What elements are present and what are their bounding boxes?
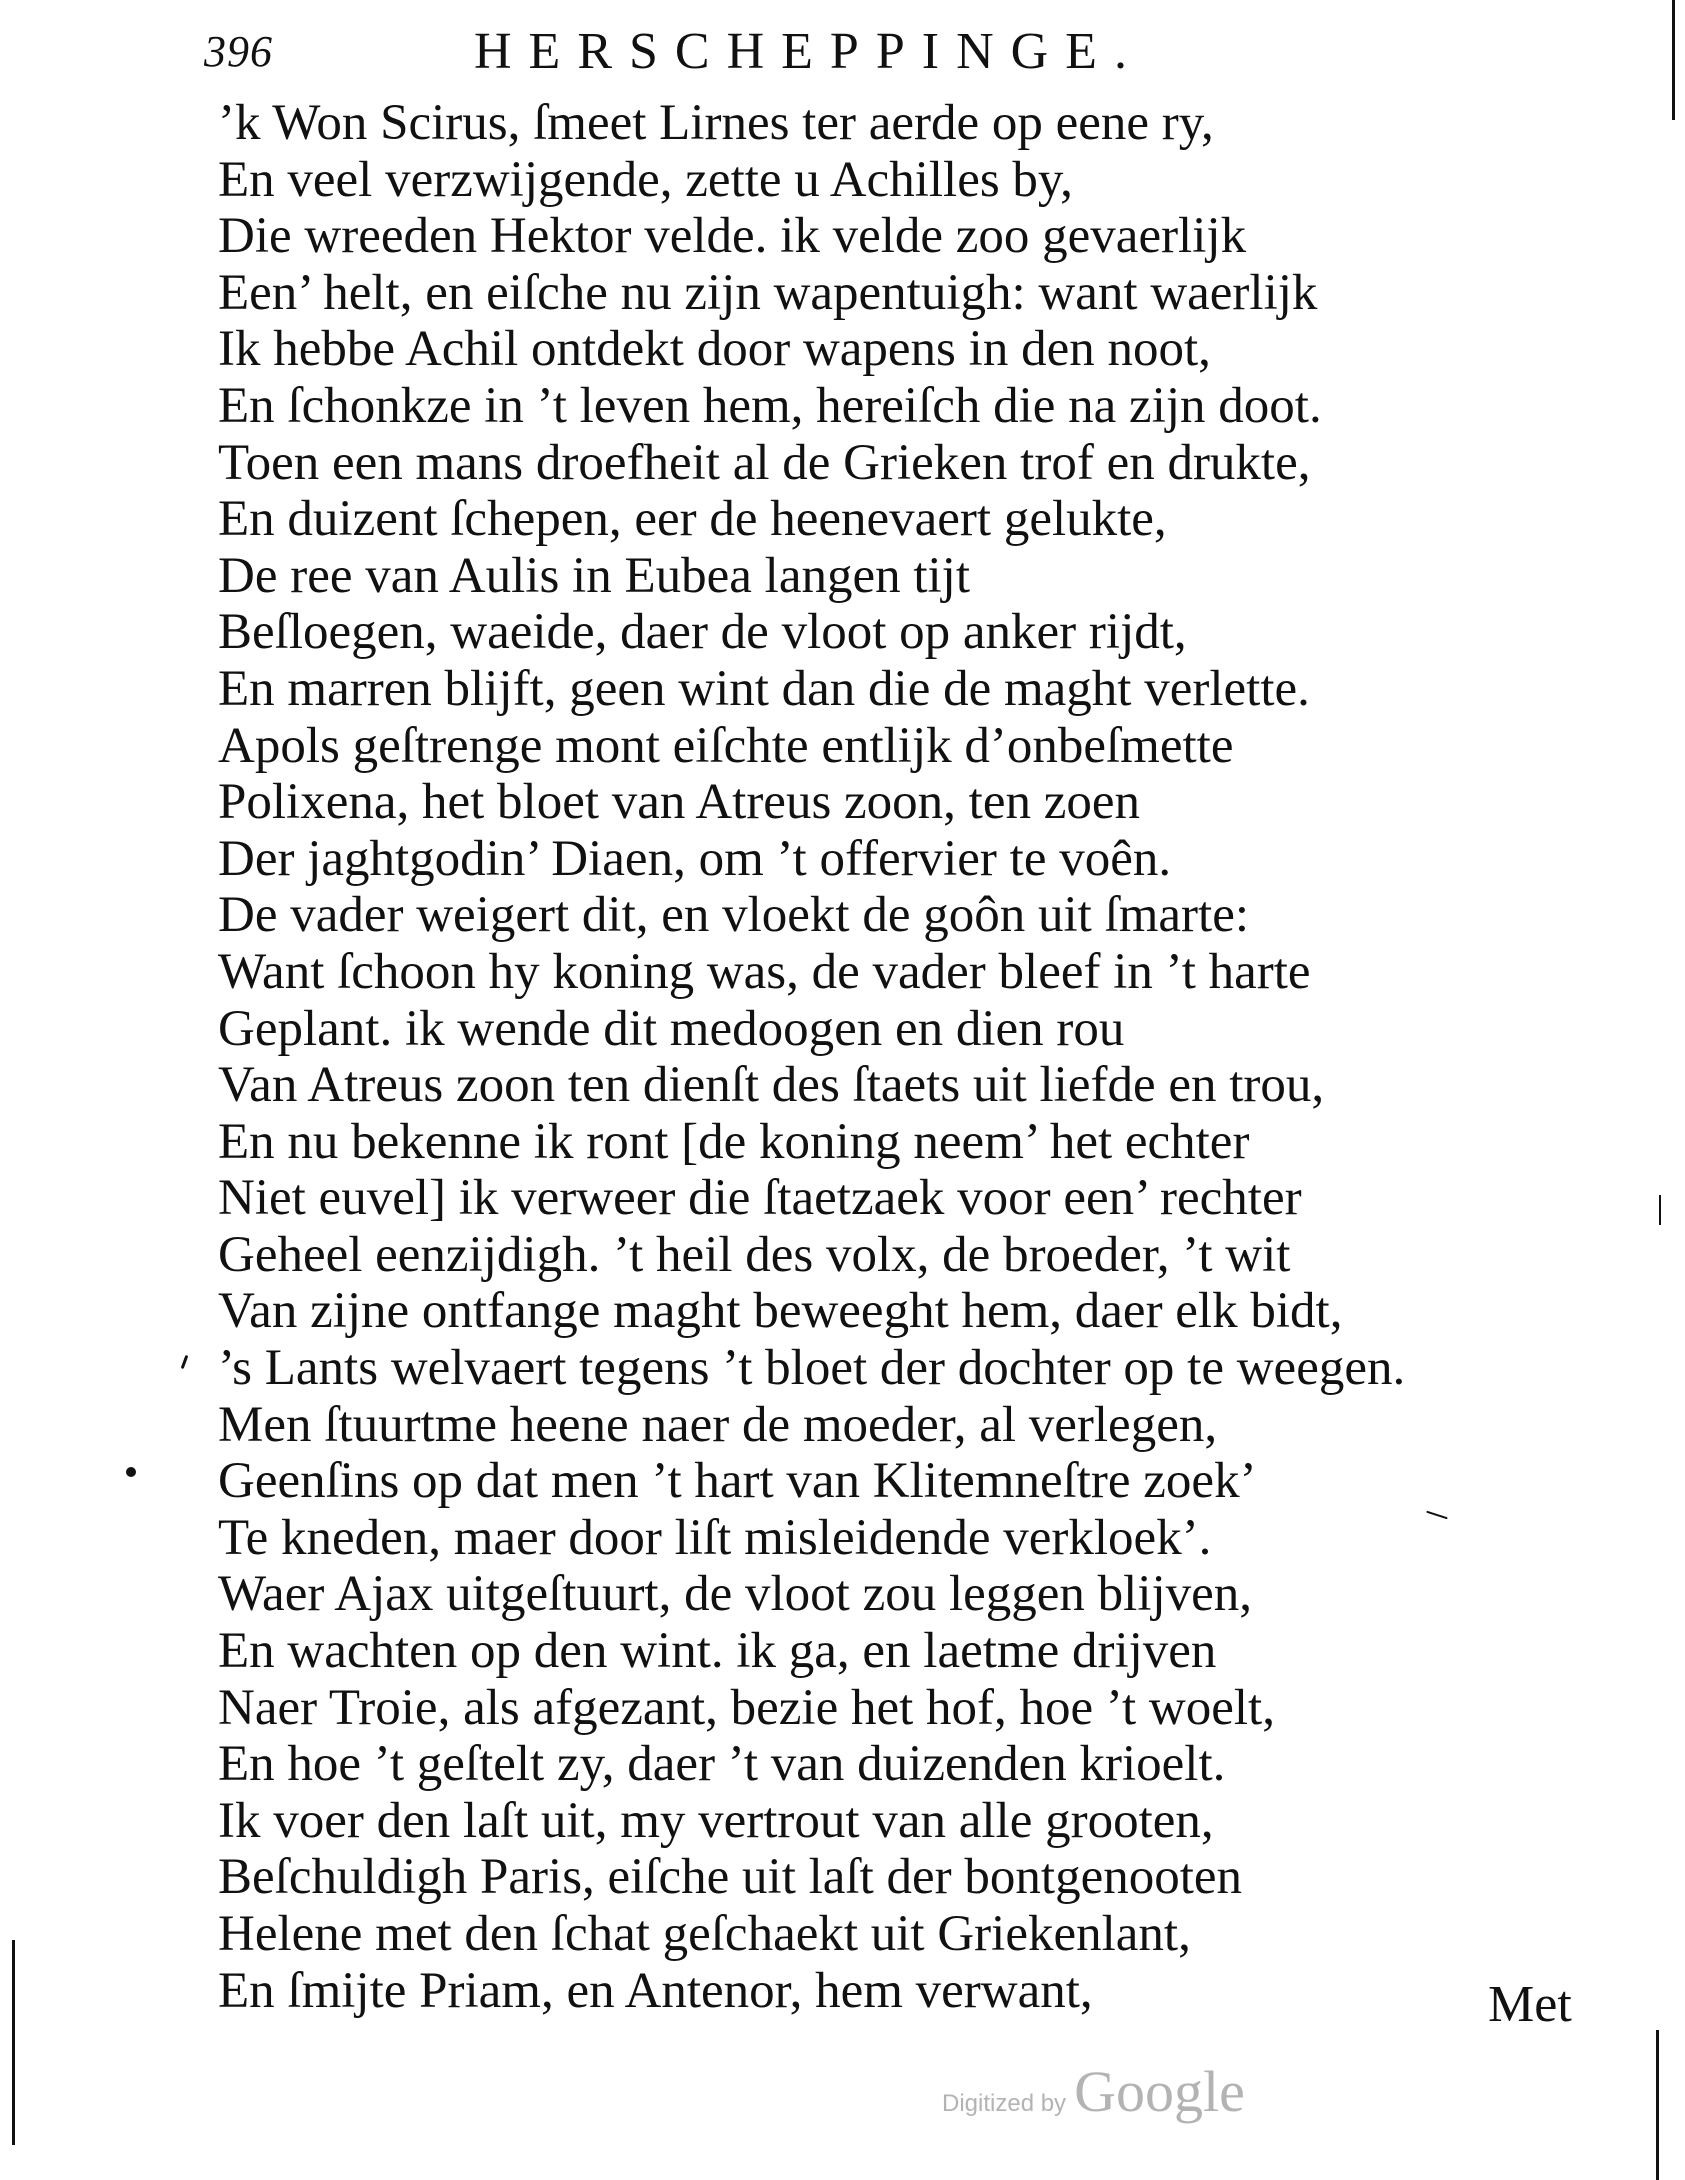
- verse-line: En ſchonkze in ’t leven hem, hereiſch die na zijn doot.: [218, 377, 1322, 434]
- verse-line: En veel verzwijgende, zette u Achilles by,: [218, 151, 1073, 208]
- verse-line: ’s Lants welvaert tegens ’t bloet der dochter op te weegen.: [218, 1340, 1406, 1397]
- verse-line: Geheel eenzijdigh. ’t heil des volx, de broeder, ’t wit: [218, 1226, 1291, 1283]
- verse-line: En nu bekenne ik ront [de koning neem’ het echter: [218, 1113, 1250, 1170]
- verse-line: Want ſchoon hy koning was, de vader bleef in ’t harte: [218, 943, 1311, 1000]
- verse-line: Naer Troie, als afgezant, bezie het hof, hoe ’t woelt,: [218, 1679, 1275, 1736]
- google-logo: Google: [1074, 2059, 1245, 2124]
- gutter-edge-right-top: [1672, 0, 1675, 120]
- gutter-edge-left: [12, 1940, 15, 2145]
- gutter-edge-right-bottom: [1656, 2030, 1659, 2180]
- verse-line: Polixena, het bloet van Atreus zoon, ten zoen: [218, 774, 1141, 831]
- ink-speck: [126, 1467, 136, 1477]
- verse-line: Der jaghtgodin’ Diaen, om ’t offervier te voên.: [218, 830, 1172, 887]
- verse-line: Beſchuldigh Paris, eiſche uit laſt der bontgenooten: [218, 1849, 1243, 1906]
- verse-line: Geenſins op dat men ’t hart van Klitemneſtre zoek’: [218, 1453, 1257, 1510]
- verse-line: En wachten op den wint. ik ga, en laetme drijven: [218, 1623, 1217, 1680]
- verse-line: En hoe ’t geſtelt zy, daer ’t van duizenden krioelt.: [218, 1736, 1226, 1793]
- verse-line: Ik hebbe Achil ontdekt door wapens in den noot,: [218, 321, 1211, 378]
- verse-line: Toen een mans droefheit al de Grieken trof en drukte,: [218, 434, 1311, 491]
- margin-mark: [1659, 1195, 1661, 1225]
- verse-line: Apols geſtrenge mont eiſchte entlijk d’onbeſmette: [218, 717, 1234, 774]
- verse-line: Van zijne ontfange maght beweeght hem, daer elk bidt,: [218, 1283, 1343, 1340]
- verse-line: Beſloegen, waeide, daer de vloot op anker rijdt,: [218, 604, 1187, 661]
- watermark-prefix: Digitized by: [942, 2090, 1067, 2117]
- running-head: HERSCHEPPINGE.: [474, 23, 1144, 80]
- verse-line: Helene met den ſchat geſchaekt uit Griekenlant,: [218, 1906, 1191, 1962]
- page-number: 396: [204, 27, 273, 76]
- verse-block: [218, 95, 1538, 2019]
- page-header: [204, 22, 1404, 92]
- verse-line: ’k Won Scirus, ſmeet Lirnes ter aerde op eene ry,: [218, 95, 1214, 151]
- verse-line: En ſmijte Priam, en Antenor, hem verwant,: [218, 1962, 1093, 2019]
- verse-line: Niet euvel] ik verweer die ſtaetzaek voor een’ rechter: [218, 1170, 1302, 1227]
- verse-line: Men ſtuurtme heene naer de moeder, al verlegen,: [218, 1396, 1218, 1453]
- digitized-watermark: [942, 2058, 1245, 2125]
- verse-line: Geplant. ik wende dit medoogen en dien rou: [218, 1000, 1125, 1057]
- verse-line: De vader weigert dit, en vloekt de goôn uit ſmarte:: [218, 887, 1250, 944]
- verse-line: En marren blijft, geen wint dan die de maght verlette.: [218, 660, 1310, 717]
- verse-line: Ik voer den laſt uit, my vertrout van alle grooten,: [218, 1792, 1214, 1849]
- verse-line: Waer Ajax uitgeſtuurt, de vloot zou leggen blijven,: [218, 1566, 1253, 1623]
- verse-line: Die wreeden Hektor velde. ik velde zoo gevaerlijk: [218, 208, 1247, 265]
- verse-line: Te kneden, maer door liſt misleidende verkloek’.: [218, 1509, 1212, 1566]
- catchword: Met: [1488, 1976, 1572, 2033]
- verse-line: Van Atreus zoon ten dienſt des ſtaets uit liefde en trou,: [218, 1057, 1325, 1114]
- ink-speck: [181, 1355, 189, 1369]
- verse-line: De ree van Aulis in Eubea langen tijt: [218, 547, 971, 604]
- verse-line: En duizent ſchepen, eer de heenevaert gelukte,: [218, 491, 1167, 548]
- verse-line: Een’ helt, en eiſche nu zijn wapentuigh: want waerlijk: [218, 264, 1318, 321]
